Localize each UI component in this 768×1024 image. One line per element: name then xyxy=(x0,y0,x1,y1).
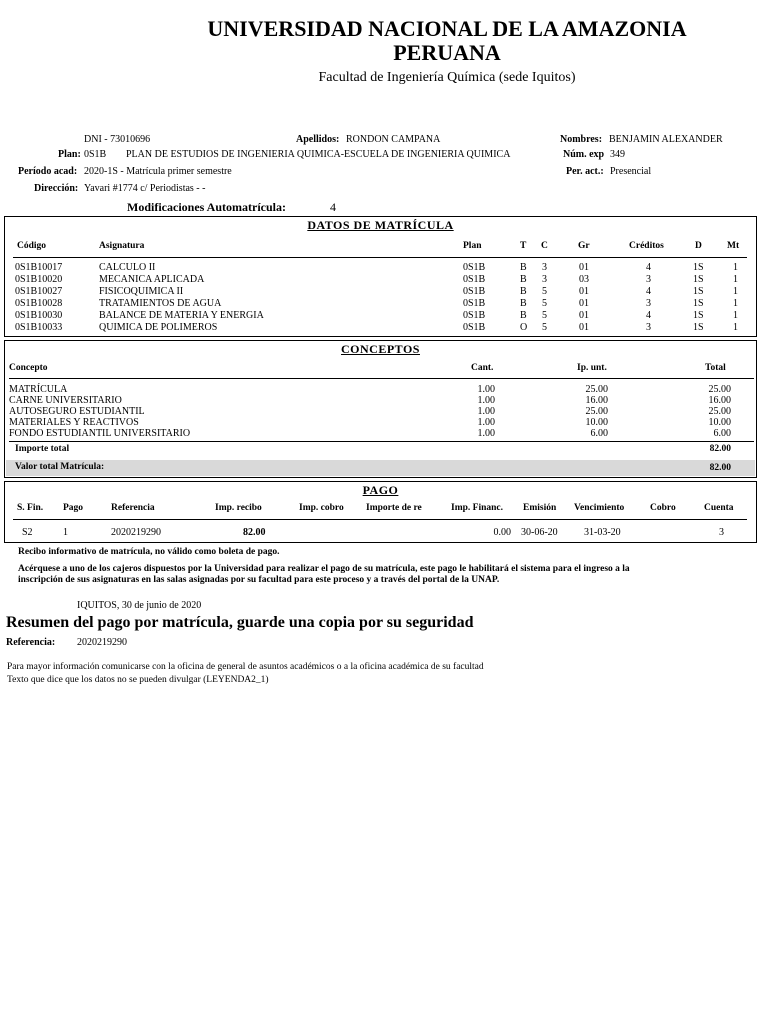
tipo: O xyxy=(520,322,528,333)
plan-name: PLAN DE ESTUDIOS DE INGENIERIA QUIMICA-ESCUELA DE INGENIERIA QUIMICA xyxy=(126,149,511,160)
plan: 0S1B xyxy=(463,262,486,273)
tipo: B xyxy=(520,298,527,309)
col-grupo: Gr xyxy=(578,241,590,251)
col-vencimiento: Vencimiento xyxy=(574,503,625,513)
total: 6.00 xyxy=(713,428,731,439)
creditos: 4 xyxy=(646,310,651,321)
creditos: 4 xyxy=(646,262,651,273)
note-cajeros-line2: inscripción de sus asignaturas en las salas asignadas por su facultad para este proceso y a través del portal de la UNAP. xyxy=(18,575,500,585)
mt: 1 xyxy=(733,286,738,297)
table-row xyxy=(5,428,756,439)
apellidos-label: Apellidos: xyxy=(296,134,340,145)
table-row xyxy=(5,384,756,395)
col-cobro: Cobro xyxy=(650,503,676,513)
grupo: 01 xyxy=(579,322,589,333)
tipo: B xyxy=(520,262,527,273)
table-row xyxy=(5,417,756,428)
vencimiento: 31-03-20 xyxy=(584,527,621,538)
d: 1S xyxy=(693,286,704,297)
col-s-fin: S. Fin. xyxy=(17,503,44,513)
plan-label: Plan: xyxy=(58,149,81,160)
ciclo: 5 xyxy=(542,322,547,333)
codigo: 0S1B10028 xyxy=(15,298,63,309)
note-informativo: Recibo informativo de matrícula, no válido como boleta de pago. xyxy=(18,547,280,557)
col-concepto: Concepto xyxy=(9,363,48,373)
university-name-line1: UNIVERSIDAD NACIONAL DE LA AMAZONIA xyxy=(207,16,687,41)
d: 1S xyxy=(693,322,704,333)
ip-unt: 6.00 xyxy=(590,428,608,439)
codigo: 0S1B10030 xyxy=(15,310,63,321)
asignatura: QUIMICA DE POLIMEROS xyxy=(99,322,218,333)
conceptos-section xyxy=(4,340,757,478)
tipo: B xyxy=(520,286,527,297)
plan: 0S1B xyxy=(463,298,486,309)
table-row xyxy=(5,286,756,298)
col-total: Total xyxy=(705,363,726,373)
col-creditos: Créditos xyxy=(629,241,664,251)
asignatura: BALANCE DE MATERIA Y ENERGIA xyxy=(99,310,264,321)
ciclo: 3 xyxy=(542,274,547,285)
concepto: MATRÍCULA xyxy=(9,384,68,395)
cantidad: 1.00 xyxy=(477,406,495,417)
asignatura: FISICOQUIMICA II xyxy=(99,286,184,297)
per-act-value: Presencial xyxy=(610,166,652,177)
importe-total-rule xyxy=(9,441,754,442)
cantidad: 1.00 xyxy=(477,428,495,439)
cuenta: 3 xyxy=(719,527,724,538)
resumen-leyenda: Texto que dice que los datos no se pueden divulgar (LEYENDA2_1) xyxy=(7,675,269,685)
concepto: MATERIALES Y REACTIVOS xyxy=(9,417,139,428)
pago-header-rule xyxy=(13,519,747,520)
ip-unt: 16.00 xyxy=(585,395,608,406)
table-row xyxy=(5,274,756,286)
codigo: 0S1B10033 xyxy=(15,322,63,333)
cantidad: 1.00 xyxy=(477,384,495,395)
col-d: D xyxy=(695,241,702,251)
col-importe-de-re: Importe de re xyxy=(366,503,422,513)
table-row xyxy=(5,395,756,406)
col-pago: Pago xyxy=(63,503,84,513)
mt: 1 xyxy=(733,262,738,273)
note-cajeros-line1: Acérquese a uno de los cajeros dispuestos por la Universidad para realizar el pago de su matrícula, este pago le habilitará el sistema para el ingreso a la xyxy=(18,564,630,574)
num-exp-label: Núm. exp xyxy=(563,149,605,160)
creditos: 3 xyxy=(646,298,651,309)
apellidos-value: RONDON CAMPANA xyxy=(346,134,441,145)
mt: 1 xyxy=(733,298,738,309)
modificaciones-label: Modificaciones Automatrícula: xyxy=(127,200,286,214)
resumen-referencia-value: 2020219290 xyxy=(77,637,127,648)
nombres-value: BENJAMIN ALEXANDER xyxy=(609,134,723,145)
concepto: FONDO ESTUDIANTIL UNIVERSITARIO xyxy=(9,428,191,439)
cantidad: 1.00 xyxy=(477,395,495,406)
col-asignatura: Asignatura xyxy=(99,241,145,251)
importe-total-value: 82.00 xyxy=(709,444,731,454)
emision: 30-06-20 xyxy=(521,527,558,538)
col-ip-unt: Ip. unt. xyxy=(577,363,607,373)
table-row xyxy=(5,527,756,539)
d: 1S xyxy=(693,274,704,285)
concepto: CARNE UNIVERSITARIO xyxy=(9,395,122,406)
ip-unt: 25.00 xyxy=(585,384,608,395)
grupo: 03 xyxy=(579,274,589,285)
col-cuenta: Cuenta xyxy=(704,503,734,513)
imp-recibo: 82.00 xyxy=(243,527,266,538)
col-codigo: Código xyxy=(17,241,47,251)
ciclo: 3 xyxy=(542,262,547,273)
mt: 1 xyxy=(733,310,738,321)
col-referencia: Referencia xyxy=(111,503,155,513)
codigo: 0S1B10027 xyxy=(15,286,63,297)
plan: 0S1B xyxy=(463,286,486,297)
pago-section-title: PAGO xyxy=(362,483,399,497)
conceptos-section-title: CONCEPTOS xyxy=(341,342,420,356)
col-imp-recibo: Imp. recibo xyxy=(215,503,262,513)
place-date: IQUITOS, 30 de junio de 2020 xyxy=(77,600,202,611)
valor-total-value: 82.00 xyxy=(709,463,731,473)
periodo-value: 2020-1S - Matrícula primer semestre xyxy=(84,166,232,177)
faculty-name: Facultad de Ingeniería Química (sede Iquitos) xyxy=(318,70,576,85)
col-imp-cobro: Imp. cobro xyxy=(299,503,344,513)
table-row xyxy=(5,322,756,334)
asignatura: TRATAMIENTOS DE AGUA xyxy=(99,298,222,309)
direccion-value: Yavari #1774 c/ Periodistas - - xyxy=(84,183,206,194)
table-row xyxy=(5,262,756,274)
grupo: 01 xyxy=(579,286,589,297)
modificaciones-value: 4 xyxy=(330,200,336,214)
resumen-title: Resumen del pago por matrícula, guarde una copia por su seguridad xyxy=(6,614,474,631)
d: 1S xyxy=(693,262,704,273)
col-mt: Mt xyxy=(727,241,740,251)
tipo: B xyxy=(520,274,527,285)
asignatura: MECANICA APLICADA xyxy=(99,274,205,285)
university-name-line2: PERUANA xyxy=(393,40,501,65)
mt: 1 xyxy=(733,322,738,333)
num-exp-value: 349 xyxy=(610,149,625,160)
grupo: 01 xyxy=(579,310,589,321)
imp-financ: 0.00 xyxy=(493,527,511,538)
conceptos-header-rule xyxy=(9,378,754,379)
asignatura: CALCULO II xyxy=(99,262,156,273)
matricula-section-title: DATOS DE MATRÍCULA xyxy=(307,218,454,232)
plan: 0S1B xyxy=(463,274,486,285)
referencia: 2020219290 xyxy=(111,527,161,538)
nombres-label: Nombres: xyxy=(560,134,603,145)
total: 16.00 xyxy=(708,395,731,406)
plan: 0S1B xyxy=(463,322,486,333)
ciclo: 5 xyxy=(542,286,547,297)
codigo: 0S1B10017 xyxy=(15,262,63,273)
plan-code: 0S1B xyxy=(84,149,107,160)
d: 1S xyxy=(693,298,704,309)
concepto: AUTOSEGURO ESTUDIANTIL xyxy=(9,406,145,417)
col-ciclo: C xyxy=(541,241,548,251)
ip-unt: 10.00 xyxy=(585,417,608,428)
table-row xyxy=(5,298,756,310)
col-plan: Plan xyxy=(463,241,482,251)
grupo: 01 xyxy=(579,298,589,309)
pago: 1 xyxy=(63,527,68,538)
creditos: 3 xyxy=(646,322,651,333)
resumen-info: Para mayor información comunicarse con la oficina de general de asuntos académicos o a la oficina académica de su facultad xyxy=(7,662,484,672)
total: 10.00 xyxy=(708,417,731,428)
total: 25.00 xyxy=(708,406,731,417)
ip-unt: 25.00 xyxy=(585,406,608,417)
valor-total-label: Valor total Matrícula: xyxy=(15,462,105,472)
table-row xyxy=(5,310,756,322)
col-imp-financ: Imp. Financ. xyxy=(451,503,503,513)
col-tipo: T xyxy=(520,241,527,251)
plan: 0S1B xyxy=(463,310,486,321)
col-emision: Emisión xyxy=(523,503,557,513)
total: 25.00 xyxy=(708,384,731,395)
grupo: 01 xyxy=(579,262,589,273)
codigo: 0S1B10020 xyxy=(15,274,63,285)
per-act-label: Per. act.: xyxy=(566,166,604,177)
valor-total-band xyxy=(6,460,755,476)
ciclo: 5 xyxy=(542,310,547,321)
creditos: 4 xyxy=(646,286,651,297)
importe-total-label: Importe total xyxy=(15,444,70,454)
direccion-label: Dirección: xyxy=(34,183,79,194)
dni: DNI - 73010696 xyxy=(84,134,151,145)
creditos: 3 xyxy=(646,274,651,285)
pago-section xyxy=(4,481,757,543)
s-fin: S2 xyxy=(22,527,33,538)
table-row xyxy=(5,406,756,417)
tipo: B xyxy=(520,310,527,321)
resumen-referencia-label: Referencia: xyxy=(6,637,56,648)
mt: 1 xyxy=(733,274,738,285)
col-cantidad: Cant. xyxy=(471,363,494,373)
matricula-header-rule xyxy=(13,257,747,258)
d: 1S xyxy=(693,310,704,321)
cantidad: 1.00 xyxy=(477,417,495,428)
matricula-section xyxy=(4,216,757,337)
periodo-label: Período acad: xyxy=(18,166,78,177)
ciclo: 5 xyxy=(542,298,547,309)
